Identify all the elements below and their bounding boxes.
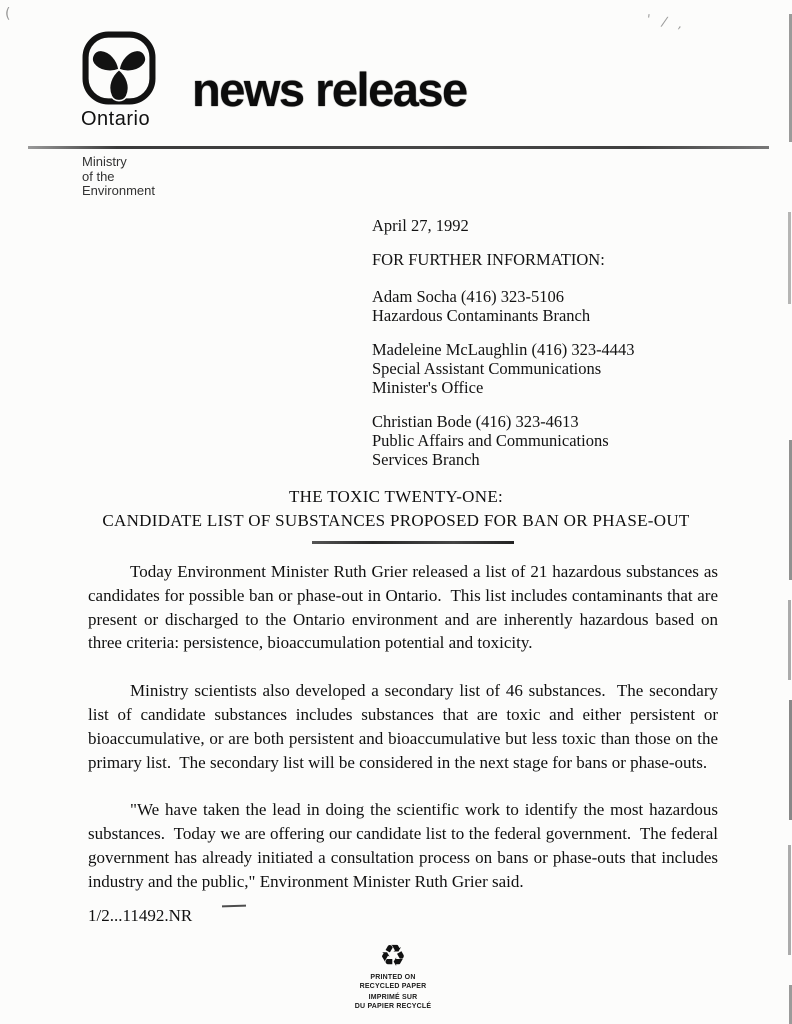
- trillium-logo-icon: [78, 30, 168, 106]
- ministry-name: [82, 155, 155, 199]
- recycle-caption-line: PRINTED ON: [370, 974, 416, 981]
- header-rule: [28, 146, 769, 149]
- contact-line: Minister's Office: [372, 378, 484, 397]
- contact-line: Public Affairs and Communications: [372, 431, 609, 450]
- recycle-caption-line: RECYCLED PAPER: [359, 982, 427, 990]
- body-paragraph: Today Environment Minister Ruth Grier released a list of 21 hazardous substances as candidates for possible ban or phase-out in Ontario. This list includes contaminants that are present or discharged to the Ontario environment and are inherently hazardous based on three criteria: persistence, bioaccumulation potential and toxicity.: [88, 562, 723, 653]
- body-paragraph: Ministry scientists also developed a secondary list of 46 substances. The secondary list of candidate substances includes substances that are toxic and either persistent or bioaccumulative, or are both persistent and bioaccumulative but less toxic than those on the primary list. The secondary list will be considered in the next stage for bans or phase-outs.: [88, 681, 723, 772]
- headline: [0, 485, 792, 533]
- recycle-block: [0, 939, 786, 1011]
- recycle-caption-line: IMPRIMÉ SUR: [368, 994, 418, 1001]
- contact-line: Services Branch: [372, 450, 480, 469]
- recycle-caption: [0, 974, 786, 1011]
- corner-scan-mark: (: [5, 6, 11, 22]
- contact-group: [372, 412, 635, 469]
- contact-line: Adam Socha (416) 323-5106: [372, 287, 565, 306]
- page-reference: 1/2...11492.NR: [88, 906, 193, 925]
- info-heading: FOR FURTHER INFORMATION:: [372, 250, 605, 269]
- scan-artifact: [788, 600, 791, 680]
- scan-artifact: [788, 212, 791, 304]
- headline-line-2: CANDIDATE LIST OF SUBSTANCES PROPOSED FOR BAN OR PHASE-OUT: [102, 511, 690, 530]
- contact-line: Christian Bode (416) 323-4613: [372, 412, 579, 431]
- body-text: [88, 560, 723, 918]
- headline-underline: [312, 541, 514, 544]
- headline-line-1: THE TOXIC TWENTY-ONE:: [288, 487, 504, 506]
- contact-line: Hazardous Contaminants Branch: [372, 306, 591, 325]
- contact-group: [372, 287, 635, 325]
- body-paragraph: "We have taken the lead in doing the scientific work to identify the most hazardous substances. Today we are offering our candidate list to the federal government. The federal government has already initiated a consultation process on bans or phase-outs that includes industry and the public," Environment Minister Ruth Grier said.: [88, 800, 723, 891]
- contact-line: Special Assistant Communications: [372, 359, 602, 378]
- masthead-title: news release: [192, 63, 467, 116]
- release-date: April 27, 1992: [372, 216, 469, 235]
- ministry-line: Environment: [82, 183, 155, 198]
- recycle-caption-line: DU PAPIER RECYCLÉ: [354, 1002, 432, 1010]
- ontario-logo-block: [78, 30, 168, 131]
- pencil-annotation: ' / ,: [645, 12, 688, 33]
- ministry-line: of the: [82, 168, 115, 184]
- ontario-wordmark: Ontario: [81, 108, 151, 130]
- ministry-line: Ministry: [82, 154, 127, 169]
- contact-block: [372, 216, 635, 484]
- contact-group: [372, 340, 635, 397]
- recycle-icon: ♻: [379, 939, 407, 974]
- contact-line: Madeleine McLaughlin (416) 323-4443: [372, 340, 635, 359]
- scan-artifact: [788, 845, 791, 955]
